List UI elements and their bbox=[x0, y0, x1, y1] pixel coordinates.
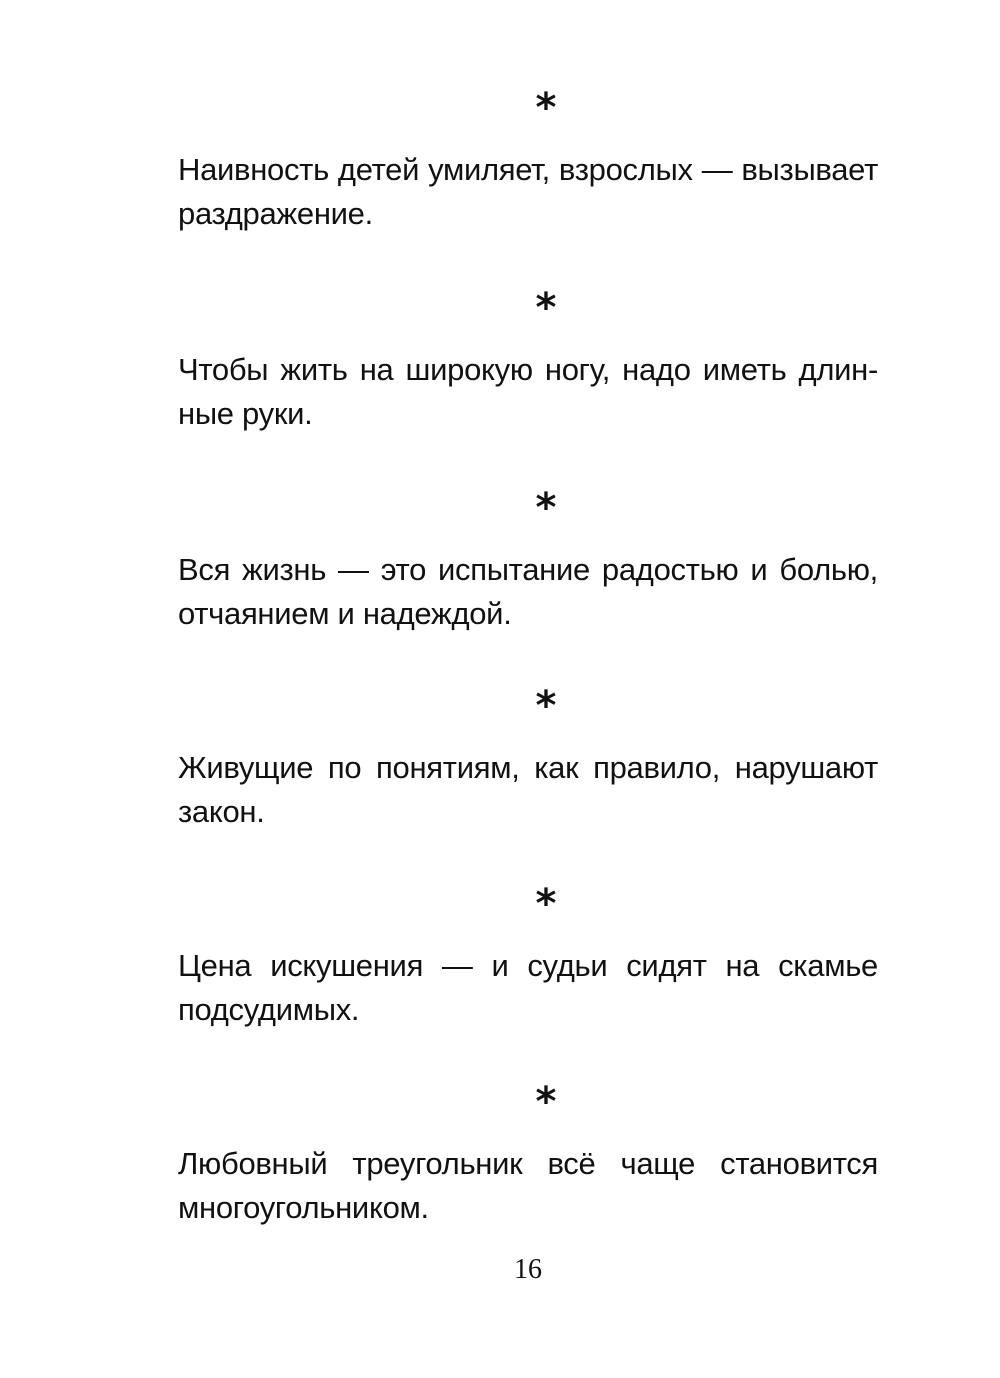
aphorism-text: Наивность детей умиляет, взрослых — вызывает раздражение. bbox=[178, 152, 878, 231]
aphorism-text: Вся жизнь — это испытание радостью и болью, отчаянием и надеждой. bbox=[178, 552, 878, 631]
aphorism-entry bbox=[178, 881, 878, 1032]
aphorism-entry bbox=[178, 683, 878, 834]
aphorism-entry bbox=[178, 485, 878, 636]
aphorism-text: Любовный треугольник всё чаще становится многоугольником. bbox=[178, 1146, 878, 1225]
aphorism-entry bbox=[178, 85, 878, 236]
aphorism-text: Чтобы жить на широкую ногу, надо иметь длин-ные руки. bbox=[178, 352, 878, 431]
asterisk-divider: * bbox=[535, 85, 557, 131]
aphorism-entry bbox=[178, 285, 878, 436]
asterisk-divider: * bbox=[535, 1079, 557, 1125]
page-number: 16 bbox=[514, 1254, 542, 1285]
asterisk-divider: * bbox=[535, 683, 557, 729]
aphorism-text: Живущие по понятиям, как правило, нарушают закон. bbox=[178, 750, 878, 829]
aphorism-text: Цена искушения — и судьи сидят на скамье подсудимых. bbox=[178, 948, 878, 1027]
aphorism-entry bbox=[178, 1079, 878, 1230]
asterisk-divider: * bbox=[535, 285, 557, 331]
asterisk-divider: * bbox=[535, 881, 557, 927]
asterisk-divider: * bbox=[535, 485, 557, 531]
